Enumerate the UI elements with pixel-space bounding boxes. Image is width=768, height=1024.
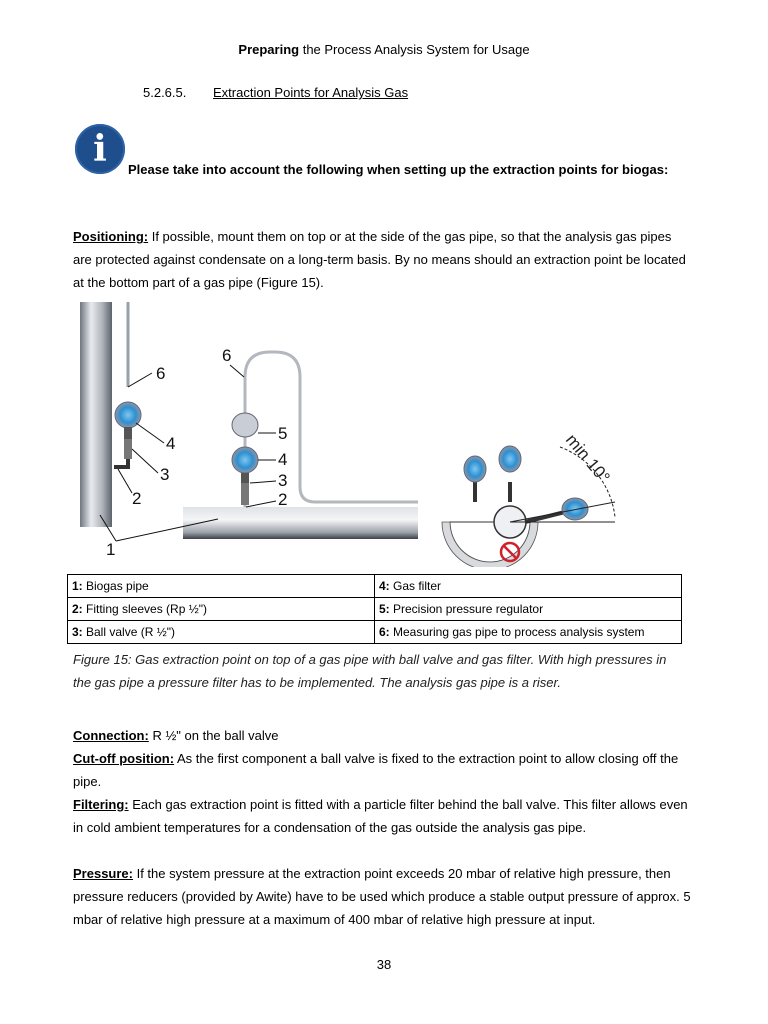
callout-3-middle: 3 — [278, 471, 288, 490]
angle-label: min 10° — [561, 430, 614, 487]
positioning-paragraph — [73, 225, 693, 294]
cutoff-label: Cut-off position: — [73, 751, 175, 766]
pressure-paragraph — [73, 862, 693, 931]
callout-2-middle: 2 — [278, 490, 288, 509]
callout-1: 1 — [106, 540, 116, 559]
table-row: 1: Biogas pipe 4: Gas filter — [68, 575, 682, 598]
page-number: 38 — [376, 957, 392, 972]
filtering-text: Each gas extraction point is fitted with a particle filter behind the ball valve. This filter allows even in cold ambient temperatures for a condensation of the gas outside the analysis gas pipe. — [73, 797, 688, 835]
header-rest: the Process Analysis System for Usage — [299, 42, 530, 57]
figure-caption: Figure 15: Gas extraction point on top of a gas pipe with ball valve and gas filter. With high pressures in the gas pipe a pressure filter has to be implemented. The analysis gas pipe is a riser. — [73, 652, 667, 690]
left-filter-assembly — [114, 402, 141, 467]
positioning-text: If possible, mount them on top or at the side of the gas pipe, so that the analysis gas pipes are protected against condensate on a long-term basis. By no means should an extraction point be located at the bottom part of a gas pipe (Figure 15). — [73, 229, 686, 290]
measuring-gas-pipe — [245, 352, 418, 507]
page-header — [0, 42, 768, 57]
section-heading — [143, 85, 408, 100]
callout-6-left: 6 — [156, 364, 166, 383]
callout-3-left: 3 — [160, 465, 170, 484]
connection-label: Connection: — [73, 728, 149, 743]
parts-table — [67, 574, 682, 644]
info-icon: i — [75, 124, 125, 174]
callout-4-middle: 4 — [278, 450, 288, 469]
table-row: 2: Fitting sleeves (Rp ½") 5: Precision pressure regulator — [68, 598, 682, 621]
filtering-label: Filtering: — [73, 797, 129, 812]
intro-text: Please take into account the following when setting up the extraction points for biogas: — [128, 162, 669, 177]
pressure-text: If the system pressure at the extraction point exceeds 20 mbar of relative high pressure, then pressure reducers (provided by Awite) have to be used which produce a stable output pressure of approx. 5 mbar of relative high pressure at a maximum of 400 mbar of relative high pressure at input. — [73, 866, 691, 927]
connection-paragraph — [73, 724, 693, 747]
callout-2-left: 2 — [132, 489, 142, 508]
connection-text: R ½" on the ball valve — [148, 728, 279, 743]
filtering-paragraph — [73, 793, 693, 839]
callout-6-middle: 6 — [222, 346, 232, 365]
section-title: Extraction Points for Analysis Gas — [213, 85, 409, 100]
horizontal-biogas-pipe — [183, 507, 418, 539]
callout-5: 5 — [278, 424, 288, 443]
cutoff-paragraph — [73, 747, 693, 793]
cross-section-diagram — [442, 430, 615, 567]
callout-4-left: 4 — [166, 434, 176, 453]
figure-15-diagram — [70, 297, 630, 567]
table-row: 3: Ball valve (R ½") 6: Measuring gas pipe to process analysis system — [68, 621, 682, 644]
middle-filter-assembly — [232, 413, 258, 505]
section-number: 5.2.6.5. — [143, 85, 187, 100]
cutoff-text: As the first component a ball valve is fixed to the extraction point to allow closing off the pipe. — [73, 751, 679, 789]
header-bold: Preparing — [238, 42, 300, 57]
positioning-label: Positioning: — [73, 229, 149, 244]
vertical-biogas-pipe — [80, 302, 112, 527]
pressure-label: Pressure: — [73, 866, 133, 881]
